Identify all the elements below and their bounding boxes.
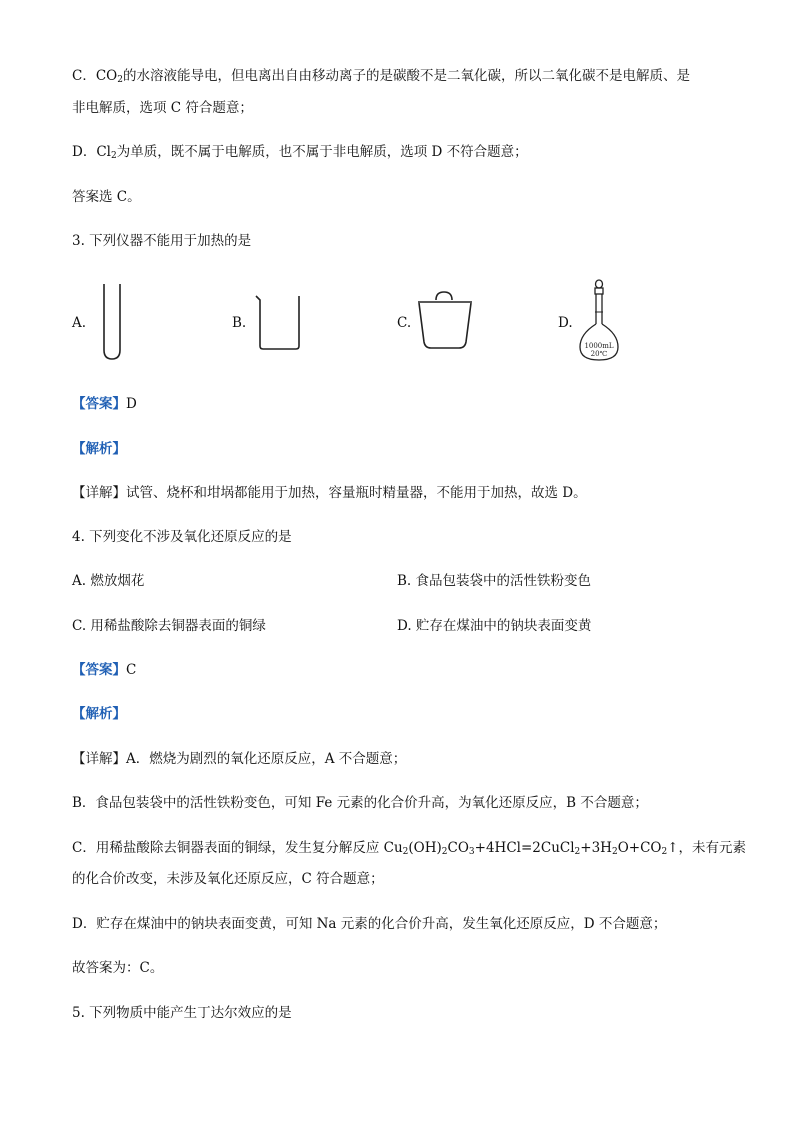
q3-option-a-label: A. (72, 315, 87, 331)
q3-analysis-heading: 【解析】 (72, 441, 126, 457)
q2-option-d: D．$Cl_2$为单质，既不属于电解质，也不属于非电解质，选项 D 不符合题意； (72, 144, 528, 161)
q4-detail-a: 【详解】A．燃烧为剧烈的氧化还原反应，A 不合题意； (72, 751, 407, 767)
q4-answer: 【答案】C (72, 662, 137, 678)
q4-option-a: A. 燃放烟花 (72, 573, 145, 589)
q3-stem: 3. 下列仪器不能用于加热的是 (72, 233, 252, 249)
flask-volume-label: 1000mL (584, 342, 614, 350)
q4-stem: 4. 下列变化不涉及氧化还原反应的是 (72, 529, 292, 545)
q4-option-b: B. 食品包装袋中的活性铁粉变色 (397, 573, 592, 589)
beaker-icon (254, 292, 304, 352)
q3-detail: 【详解】试管、烧杯和坩埚都能用于加热，容量瓶时精量器，不能用于加热，故选 D。 (72, 485, 587, 501)
q4-analysis-heading: 【解析】 (72, 706, 126, 722)
q3-answer: 【答案】D (72, 396, 137, 412)
q4-detail-b: B．食品包装袋中的活性铁粉变色，可知 Fe 元素的化合价升高，为氧化还原反应，B 不合题意； (72, 795, 648, 811)
crucible-icon (416, 290, 476, 352)
flask-temperature-label: 20℃ (590, 350, 608, 358)
test-tube-icon (100, 282, 124, 362)
q5-stem: 5. 下列物质中能产生丁达尔效应的是 (72, 1005, 292, 1021)
q3-option-b-label: B. (232, 315, 247, 331)
q2-option-c-line2: 非电解质，选项 C 符合题意； (72, 100, 253, 116)
q2-option-c-line1: C．$CO_2$的水溶液能导电，但电离出自由移动离子的是碳酸不是二氧化碳，所以二氧化碳不是电解质、是 (72, 68, 690, 85)
volumetric-flask-icon (576, 278, 622, 364)
q4-detail-c-line2: 的化合价改变，未涉及氧化还原反应，C 符合题意； (72, 871, 384, 887)
q4-conclusion: 故答案为：C。 (72, 960, 164, 976)
q4-option-c: C. 用稀盐酸除去铜器表面的铜绿 (72, 618, 266, 634)
q3-option-d-label: D. (558, 315, 573, 331)
q4-detail-c-line1: C．用稀盐酸除去铜器表面的铜绿，发生复分解反应 $Cu_2(OH)_2CO_3+4HCl=2CuCl_2+3H_2O+CO_2↑$，未有元素 (72, 840, 747, 857)
q4-option-d: D. 贮存在煤油中的钠块表面变黄 (397, 618, 592, 634)
q4-detail-d: D．贮存在煤油中的钠块表面变黄，可知 Na 元素的化合价升高，发生氧化还原反应，D 不合题意； (72, 916, 667, 932)
q3-option-c-label: C. (397, 315, 412, 331)
q2-answer-conclusion: 答案选 C。 (72, 189, 141, 205)
